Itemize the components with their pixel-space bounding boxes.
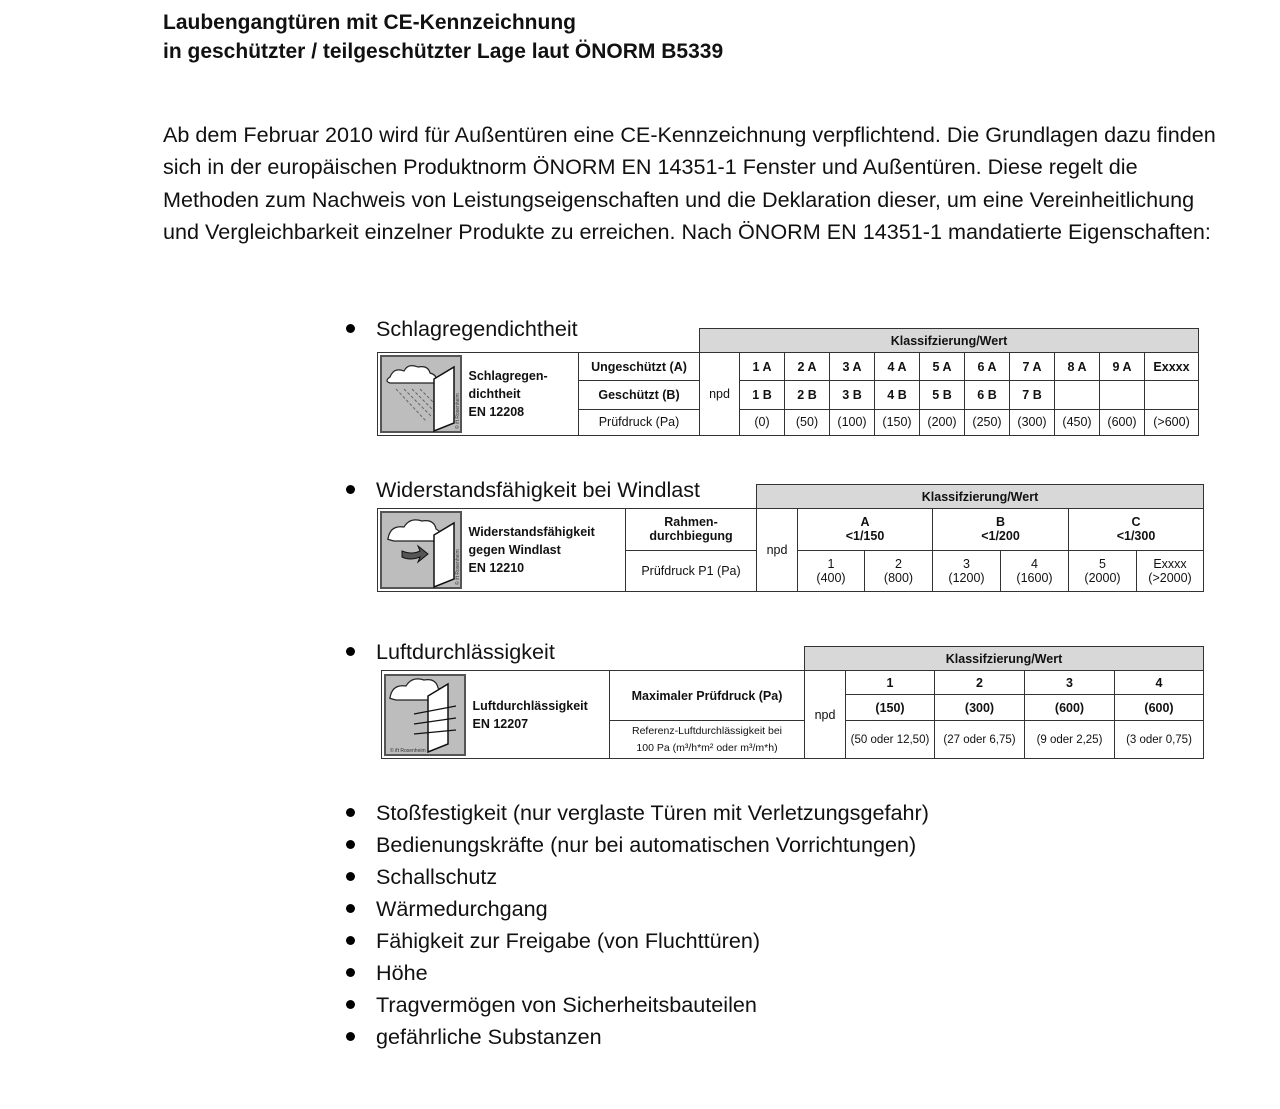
intro-paragraph: Ab dem Februar 2010 wird für Außentüren eine CE-Kennzeichnung verpflichtend. Die Grundlagen dazu finden sich in der europäischen Produktnorm ÖNORM EN 14351-1 Fenster und Außentüren. Diese regelt die Methoden zum Nachweis von Leistungseigenschaften und die Deklaration dieser, um eine Vereinheitlichung und Vergleichbarkeit einzelner Produkte zu erreichen. Nach ÖNORM EN 14351-1 mandatierte Eigenschaften: bbox=[163, 122, 1216, 244]
pressure-cell: (>600) bbox=[1145, 409, 1199, 435]
class-cell: 8 A bbox=[1055, 353, 1100, 381]
bullet-icon bbox=[346, 904, 355, 913]
reference-cell: (50 oder 12,50) bbox=[846, 721, 935, 759]
bullet-icon bbox=[346, 485, 355, 494]
class-header: Klassifzierung/Wert bbox=[805, 647, 1204, 671]
image-credit: © ift Rosenheim bbox=[390, 747, 426, 754]
list-item: Höhe bbox=[346, 957, 929, 989]
class-cell: Exxxx (>2000) bbox=[1137, 550, 1204, 592]
pressure-cell: (600) bbox=[1025, 695, 1115, 721]
row-label-referenz: Referenz-Luftdurchlässigkeit bei 100 Pa (m³/h*m² oder m³/m*h) bbox=[610, 721, 805, 759]
pressure-cell: (300) bbox=[935, 695, 1025, 721]
bullet-label: Widerstandsfähigkeit bei Windlast bbox=[376, 477, 701, 502]
pressure-cell: (600) bbox=[1100, 409, 1145, 435]
class-cell: 6 A bbox=[965, 353, 1010, 381]
pressure-cell: (150) bbox=[846, 695, 935, 721]
pressure-cell: (100) bbox=[830, 409, 875, 435]
class-cell: 1 bbox=[846, 671, 935, 695]
row-label-pruefdruck-p1: Prüfdruck P1 (Pa) bbox=[626, 550, 757, 592]
row-label-rahmendurchbiegung: Rahmen- durchbiegung bbox=[626, 509, 757, 551]
property-label: Luftdurchlässigkeit EN 12207 bbox=[469, 671, 610, 759]
pressure-cell: (150) bbox=[875, 409, 920, 435]
bullet-label: Schlagregendichtheit bbox=[376, 316, 578, 341]
pressure-cell: (250) bbox=[965, 409, 1010, 435]
bullet-icon bbox=[346, 968, 355, 977]
property-label: Widerstandsfähigkeit gegen Windlast EN 12210 bbox=[465, 509, 626, 592]
reference-cell: (3 oder 0,75) bbox=[1115, 721, 1204, 759]
image-credit: © ift Rosenheim bbox=[455, 549, 461, 585]
row-label-ungeschuetzt: Ungeschützt (A) bbox=[579, 353, 700, 381]
list-item: gefährliche Substanzen bbox=[346, 1021, 929, 1053]
bullet-icon bbox=[346, 872, 355, 881]
pressure-cell: (300) bbox=[1010, 409, 1055, 435]
class-cell: 2 (800) bbox=[865, 550, 933, 592]
bullet-icon bbox=[346, 808, 355, 817]
class-cell: 9 A bbox=[1100, 353, 1145, 381]
class-cell: 1 B bbox=[740, 381, 785, 409]
pressure-cell: (200) bbox=[920, 409, 965, 435]
group-a: A <1/150 bbox=[798, 509, 933, 551]
class-cell: 4 (1600) bbox=[1001, 550, 1069, 592]
list-item: Wärmedurchgang bbox=[346, 893, 929, 925]
class-cell: 6 B bbox=[965, 381, 1010, 409]
npd-cell: npd bbox=[805, 671, 846, 759]
pressure-cell: (450) bbox=[1055, 409, 1100, 435]
class-cell: 1 (400) bbox=[798, 550, 865, 592]
class-cell: 2 A bbox=[785, 353, 830, 381]
class-cell: 3 (1200) bbox=[933, 550, 1001, 592]
bullet-label: Luftdurchlässigkeit bbox=[376, 639, 555, 664]
bullet-icon bbox=[346, 1000, 355, 1009]
bullet-icon bbox=[346, 647, 355, 656]
group-b: B <1/200 bbox=[933, 509, 1069, 551]
class-cell: 4 B bbox=[875, 381, 920, 409]
list-item: Schallschutz bbox=[346, 861, 929, 893]
list-item: Bedienungskräfte (nur bei automatischen Vorrichtungen) bbox=[346, 829, 929, 861]
class-cell: 5 A bbox=[920, 353, 965, 381]
list-item: Tragvermögen von Sicherheitsbauteilen bbox=[346, 989, 929, 1021]
npd-cell: npd bbox=[700, 353, 740, 436]
class-cell: Exxxx bbox=[1145, 353, 1199, 381]
bullet-icon bbox=[346, 1032, 355, 1041]
class-cell: 3 B bbox=[830, 381, 875, 409]
class-cell: 3 bbox=[1025, 671, 1115, 695]
group-c: C <1/300 bbox=[1069, 509, 1204, 551]
row-label-geschuetzt: Geschützt (B) bbox=[579, 381, 700, 409]
class-cell: 5 (2000) bbox=[1069, 550, 1137, 592]
pressure-cell: (0) bbox=[740, 409, 785, 435]
pressure-cell: (50) bbox=[785, 409, 830, 435]
bullet-icon bbox=[346, 936, 355, 945]
windlast-table bbox=[377, 484, 1204, 592]
rain-door-icon bbox=[378, 353, 465, 436]
bullet-icon bbox=[346, 840, 355, 849]
class-header: Klassifzierung/Wert bbox=[700, 329, 1199, 353]
class-cell: 2 B bbox=[785, 381, 830, 409]
title-line-2: in geschützter / teilgeschützter Lage laut ÖNORM B5339 bbox=[163, 40, 724, 63]
class-cell: 7 A bbox=[1010, 353, 1055, 381]
title-line-1: Laubengangtüren mit CE-Kennzeichnung bbox=[163, 11, 576, 34]
class-cell: 5 B bbox=[920, 381, 965, 409]
class-cell bbox=[1055, 381, 1100, 409]
property-label: Schlagregen- dichtheit EN 12208 bbox=[465, 353, 579, 436]
row-label-max-pruefdruck: Maximaler Prüfdruck (Pa) bbox=[610, 671, 805, 721]
luftdurchlaessigkeit-table bbox=[381, 646, 1204, 759]
wind-door-icon bbox=[378, 509, 465, 592]
list-item: Stoßfestigkeit (nur verglaste Türen mit Verletzungsgefahr) bbox=[346, 797, 929, 829]
class-cell: 7 B bbox=[1010, 381, 1055, 409]
class-cell: 4 bbox=[1115, 671, 1204, 695]
class-header: Klassifzierung/Wert bbox=[757, 485, 1204, 509]
class-cell: 2 bbox=[935, 671, 1025, 695]
image-credit: © ift Rosenheim bbox=[455, 393, 461, 429]
class-cell bbox=[1145, 381, 1199, 409]
bullet-icon bbox=[346, 324, 355, 333]
list-item: Fähigkeit zur Freigabe (von Fluchttüren) bbox=[346, 925, 929, 957]
document-title bbox=[163, 8, 723, 66]
class-cell bbox=[1100, 381, 1145, 409]
npd-cell: npd bbox=[757, 509, 798, 592]
reference-cell: (9 oder 2,25) bbox=[1025, 721, 1115, 759]
other-properties-list bbox=[346, 797, 929, 1053]
row-label-pruefdruck: Prüfdruck (Pa) bbox=[579, 409, 700, 435]
class-cell: 4 A bbox=[875, 353, 920, 381]
schlagregen-table bbox=[377, 328, 1199, 436]
air-door-icon bbox=[382, 671, 469, 759]
reference-cell: (27 oder 6,75) bbox=[935, 721, 1025, 759]
class-cell: 1 A bbox=[740, 353, 785, 381]
pressure-cell: (600) bbox=[1115, 695, 1204, 721]
class-cell: 3 A bbox=[830, 353, 875, 381]
